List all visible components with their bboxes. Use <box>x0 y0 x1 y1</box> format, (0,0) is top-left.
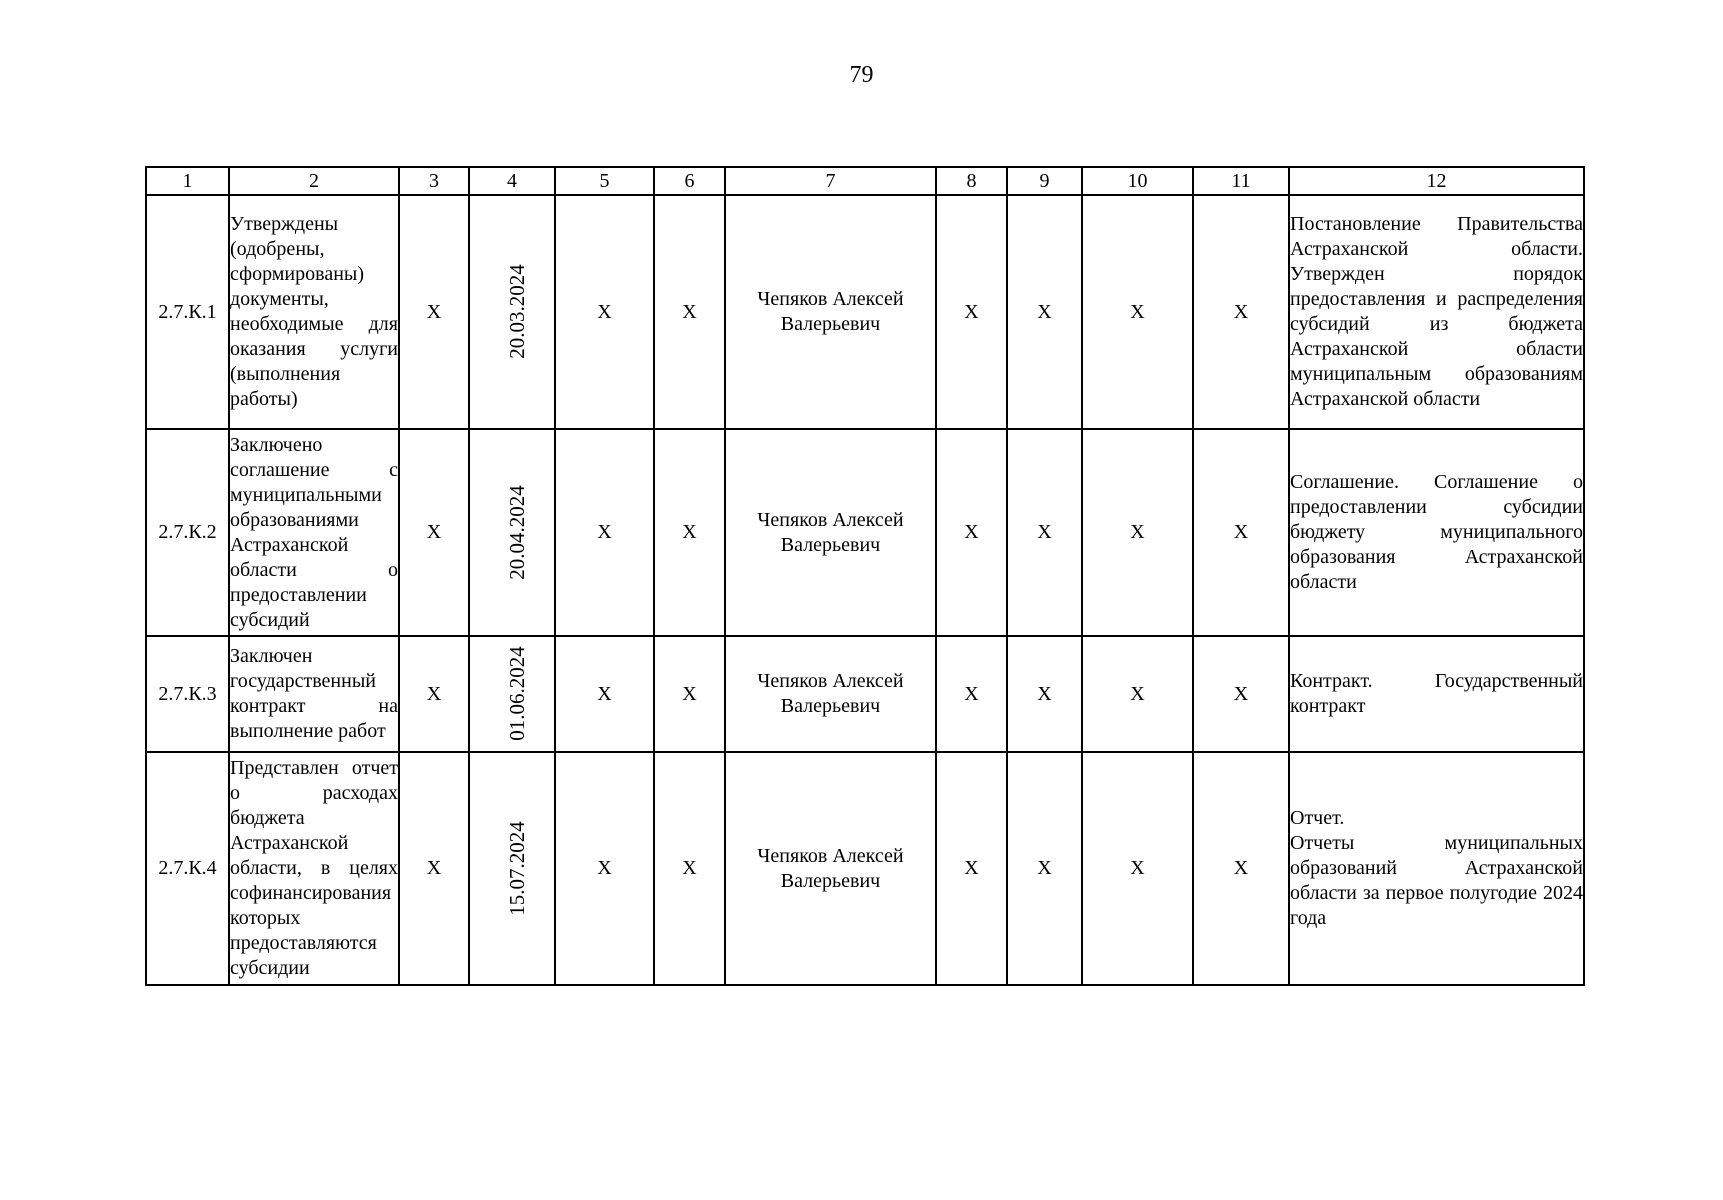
page-number: 79 <box>849 62 874 88</box>
row-code: 2.7.К.3 <box>146 636 229 752</box>
table-row <box>146 636 1584 752</box>
cell-col5: X <box>555 636 654 752</box>
cell-col10: X <box>1082 429 1193 636</box>
row-result-title: Отчет. <box>1290 807 1345 829</box>
header-cell-6: 6 <box>654 167 725 195</box>
row-result: Контракт. Государственный контракт <box>1289 636 1584 752</box>
cell-col3: X <box>399 429 469 636</box>
date-cell <box>469 429 555 636</box>
row-result-cell <box>1289 752 1584 985</box>
header-row <box>146 167 1584 195</box>
cell-col6: X <box>654 636 725 752</box>
cell-col8: X <box>936 429 1007 636</box>
cell-col8: X <box>936 195 1007 429</box>
row-responsible: Чепяков Алексей Валерьевич <box>725 195 936 429</box>
row-result: Отчеты муниципальных образований Астраханской области за первое полугодие 2024 года <box>1290 832 1583 929</box>
row-name: Заключено соглашение с муниципальными образованиями Астраханской области о предоставлении субсидий <box>229 429 399 636</box>
header-cell-7: 7 <box>725 167 936 195</box>
cell-col11: X <box>1193 752 1289 985</box>
header-cell-11: 11 <box>1193 167 1289 195</box>
cell-col11: X <box>1193 195 1289 429</box>
date-cell <box>469 195 555 429</box>
cell-col9: X <box>1007 636 1082 752</box>
row-date: 20.03.2024 <box>504 264 529 359</box>
date-cell <box>469 752 555 985</box>
cell-col10: X <box>1082 752 1193 985</box>
cell-col11: X <box>1193 636 1289 752</box>
row-code: 2.7.К.4 <box>146 752 229 985</box>
table-row <box>146 752 1584 985</box>
header-cell-8: 8 <box>936 167 1007 195</box>
row-responsible: Чепяков Алексей Валерьевич <box>725 752 936 985</box>
plan-table <box>145 166 1585 986</box>
header-cell-9: 9 <box>1007 167 1082 195</box>
row-responsible: Чепяков Алексей Валерьевич <box>725 429 936 636</box>
cell-col10: X <box>1082 195 1193 429</box>
table-row <box>146 429 1584 636</box>
row-date: 20.04.2024 <box>504 484 529 580</box>
header-cell-1: 1 <box>146 167 229 195</box>
cell-col8: X <box>936 752 1007 985</box>
cell-col6: X <box>654 752 725 985</box>
header-cell-3: 3 <box>399 167 469 195</box>
cell-col6: X <box>654 429 725 636</box>
table-row <box>146 195 1584 429</box>
row-date: 15.07.2024 <box>504 820 529 916</box>
header-cell-2: 2 <box>229 167 399 195</box>
row-responsible: Чепяков Алексей Валерьевич <box>725 636 936 752</box>
cell-col9: X <box>1007 752 1082 985</box>
cell-col3: X <box>399 195 469 429</box>
cell-col5: X <box>555 195 654 429</box>
cell-col8: X <box>936 636 1007 752</box>
cell-col5: X <box>555 752 654 985</box>
cell-col6: X <box>654 195 725 429</box>
cell-col3: X <box>399 636 469 752</box>
header-cell-12: 12 <box>1289 167 1584 195</box>
cell-col3: X <box>399 752 469 985</box>
cell-col9: X <box>1007 429 1082 636</box>
row-name: Представлен отчет о расходах бюджета Астраханской области, в целях софинансирования которых предоставляются субсидии <box>229 752 399 985</box>
row-date: 01.06.2024 <box>504 646 529 741</box>
row-name: Утверждены (одобрены, сформированы) документы, необходимые для оказания услуги (выполнения работы) <box>229 195 399 429</box>
date-cell <box>469 636 555 752</box>
cell-col9: X <box>1007 195 1082 429</box>
header-cell-10: 10 <box>1082 167 1193 195</box>
header-cell-5: 5 <box>555 167 654 195</box>
cell-col5: X <box>555 429 654 636</box>
cell-col11: X <box>1193 429 1289 636</box>
header-cell-4: 4 <box>469 167 555 195</box>
row-result: Соглашение. Соглашение о предоставлении субсидии бюджету муниципального образования Астраханской области <box>1289 429 1584 636</box>
row-result: Постановление Правительства Астраханской области. Утвержден порядок предоставления и распределения субсидий из бюджета Астраханской области муниципальным образованиям Астраханской области <box>1289 195 1584 429</box>
row-code: 2.7.К.1 <box>146 195 229 429</box>
cell-col10: X <box>1082 636 1193 752</box>
row-code: 2.7.К.2 <box>146 429 229 636</box>
row-name: Заключен государственный контракт на выполнение работ <box>229 636 399 752</box>
